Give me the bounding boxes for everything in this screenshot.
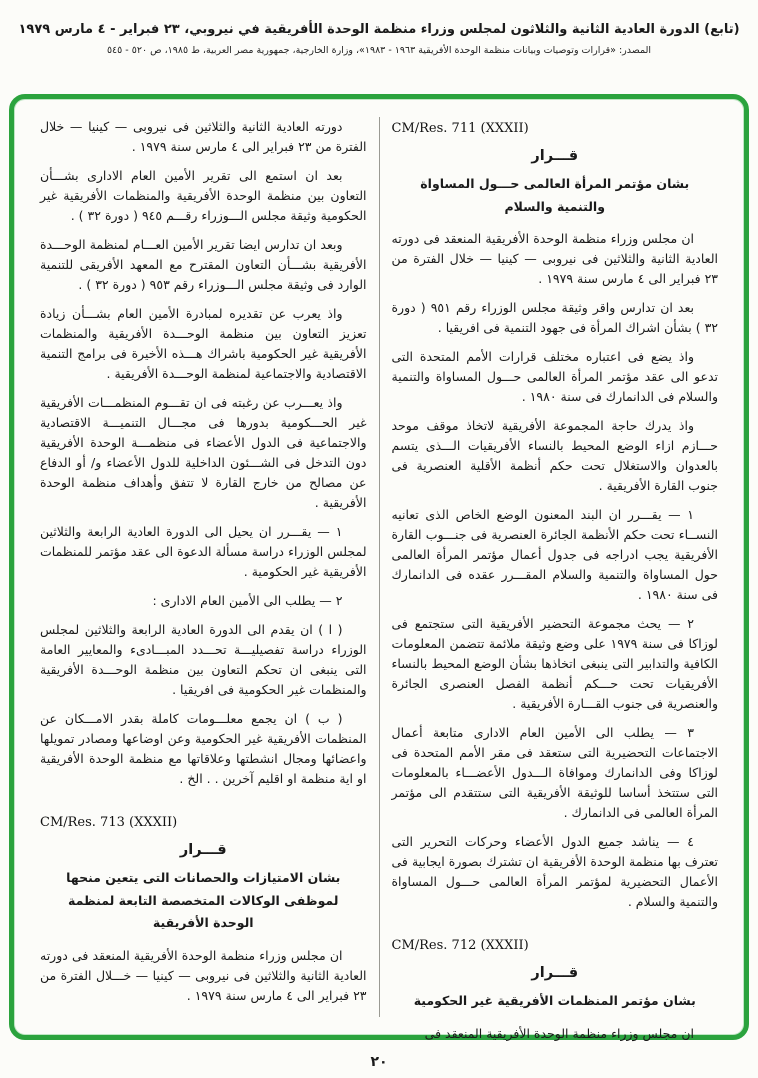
- paragraph: ٤ — يناشد جميع الدول الأعضاء وحركات التحرير التى تعترف بها منظمة الوحدة الأفريقية ان تشترك بصورة ايجابية فى الأعمال التحضيرية لمؤتمر المرأة العالمى حـــول المساواة والتنمية والسلام .: [391, 834, 718, 909]
- paragraph: واذ يدرك حاجة المجموعة الأفريقية لاتخاذ موقف موحد حـــازم ازاء الوضع المحيط بالنساء الأفريقيات الـــذى يتسم بالعدوان والاستغلال تحت حكم أنظمة الأقلية العنصرية فى جنوب القارة الأفريقية .: [391, 418, 718, 493]
- resolution-713-title: بشان الامتيازات والحصانات التى يتعين منحها لموظفى الوكالات المتخصصة التابعة لمنظمة الوحدة الأفريقية: [66, 870, 341, 930]
- resolution-711-title: بشان مؤتمر المرأة العالمى حـــول المساواة والتنمية والسلام: [420, 176, 690, 214]
- page-number: ٢٠: [370, 1054, 388, 1070]
- paragraph: ( ا ) ان يقدم الى الدورة العادية الرابعة والثلاثين لمجلس الوزراء دراسة تفصيليـــة تحـــدد المبـــادىء والمعايير العامة التى ينبغى ان تحكم التعاون بين منظمة الوحـــدة الأفريقية والمنظمات غير الحكومية فى افريقيا .: [40, 622, 367, 697]
- paragraph: ان مجلس وزراء منظمة الوحدة الأفريقية المنعقد فى دورته العادية الثانية والثلاثين فى نيروبى — كينيا — خلال الفترة من ٢٣ فبراير الى ٤ مارس سنة ١٩٧٩ .: [391, 231, 718, 286]
- green-border-frame: [9, 94, 749, 1040]
- paragraph: ٢ — يطلب الى الأمين العام الادارى :: [152, 593, 343, 608]
- resolution-ref-712: CM/Res. 712 (XXXII): [391, 938, 529, 953]
- paragraph: ( ب ) ان يجمع معلـــومات كاملة بقدر الامـــكان عن المنظمات الأفريقية غير الحكومية وعن اوضاعها ومصادر تمويلها واعضائها ومجال انشطتها وعلاقاتها مع منظمة الوحدة الأفريقية او اية منظمة او اقليم آخرين . . الخ .: [40, 711, 367, 786]
- paragraph: ١ — يقـــرر ان البند المعنون الوضع الخاص الذى تعانيه النســاء تحت حكم الأنظمة الجائرة العنصرية فى جنـــوب القارة الأفريقية يجب ادراجه فى جدول أعمال مؤتمر المرأة العالمى حول المساواة والتنمية والسلام المقـــرر عقده فى الدانمارك فى سنة ١٩٨٠ .: [391, 507, 718, 602]
- paragraph: ٢ — يحث مجموعة التحضير الأفريقية التى ستجتمع فى لوزاكا فى سنة ١٩٧٩ على وضع وثيقة ملائمة تتضمن المعلومات الكافية والتدابير التى ينبغى اتخاذها بشأن الوضع المحيط بالنساء الأفريقيات تحت حـــكم أنظمة الفصل العنصرى الجائرة والعنصرية فى جنوب القـــارة الأفريقية .: [391, 616, 718, 711]
- resolution-712-heading: قـــرار: [531, 965, 579, 981]
- resolution-ref-713: CM/Res. 713 (XXXII): [40, 815, 178, 830]
- resolution-ref-711: CM/Res. 711 (XXXII): [391, 121, 529, 136]
- paragraph: بعد ان استمع الى تقرير الأمين العام الادارى بشـــأن التعاون بين منظمة الوحدة الأفريقية والمنظمات الأفريقية غير الحكومية وثيقة مجلس الـــوزراء رقـــم ٩٤٥ ( دورة ٣٢ ) .: [40, 168, 367, 223]
- header-session-title: (تابع) الدورة العادية الثانية والثلاثون لمجلس وزراء منظمة الوحدة الأفريقية في نيروبي، ٢٣ فبراير - ٤ مارس ١٩٧٩: [18, 22, 740, 37]
- resolution-711-heading: قـــرار: [531, 148, 579, 164]
- paragraph: ان مجلس وزراء منظمة الوحدة الأفريقية المنعقد فى دورته العادية الثانية والثلاثين فى نيروبى — كينيا — خـــلال الفترة من ٢٣ فبراير الى ٤ مارس سنة ١٩٧٩ .: [40, 947, 367, 1003]
- column-right: [380, 115, 731, 1041]
- paragraph: ان مجلس وزراء منظمة الوحدة الأفريقية المنعقد فى: [424, 1025, 694, 1041]
- resolution-712-title: بشان مؤتمر المنظمات الأفريقية غير الحكومية: [413, 993, 696, 1008]
- paragraph: ٣ — يطلب الى الأمين العام الادارى متابعة أعمال الاجتماعات التحضيرية التى ستعقد فى مقر الأمم المتحدة فى لوزاكا وفى الدانمارك وموافاة الـــدول الأعضـــاء بالمعلومات التى ستتخذ أساسا للوثيقة الأفريقية التى ستتقدم الى مؤتمر المرأة العالمى فى الدانمارك .: [391, 725, 718, 820]
- column-divider-rule: [379, 117, 380, 1017]
- page-header: [0, 0, 758, 56]
- column-left: [28, 115, 379, 1019]
- paragraph: دورته العادية الثانية والثلاثين فى نيروبى — كينيا — خلال الفترة من ٢٣ فبراير الى ٤ مارس سنة ١٩٧٩ .: [40, 119, 367, 154]
- header-source-note: المصدر: «قرارات وتوصيات وبيانات منظمة الوحدة الأفريقية ١٩٦٣ - ١٩٨٣»، وزارة الخارجية، جمهورية مصر العربية، ط ١٩٨٥، ص ٥٢٠ - ٥٤٥: [106, 45, 652, 56]
- paragraph: ١ — يقـــرر ان يحيل الى الدورة العادية الرابعة والثلاثين لمجلس الوزراء دراسة مسألة الدعوة الى عقد مؤتمر للمنظمات الأفريقية غير الحكومية .: [40, 524, 367, 579]
- paragraph: وبعد ان تدارس ايضا تقرير الأمين العـــام لمنظمة الوحـــدة الأفريقية بشـــأن التعاون المقترح مع المعهد الأفريقى للتنمية الوارد فى وثيقة مجلس الـــوزراء رقم ٩٥٣ ( دورة ٣٢ ) .: [40, 237, 367, 292]
- paragraph: واذ يضع فى اعتباره مختلف قرارات الأمم المتحدة التى تدعو الى عقد مؤتمر المرأة العالمى حـــول المساواة والتنمية والسلام فى الدانمارك فى سنة ١٩٨٠ .: [391, 349, 718, 404]
- paragraph: بعد ان تدارس واقر وثيقة مجلس الوزراء رقم ٩٥١ ( دورة ٣٢ ) بشأن اشراك المرأة فى جهود التنمية فى افريقيا .: [391, 300, 718, 335]
- paragraph: واذ يعرب عن تقديره لمبادرة الأمين العام بشـــأن زيادة تعزيز التعاون بين منظمة الوحـــدة الأفريقية والمنظمات الأفريقية غير الحكومية باشراك هـــذه الأخيرة فى برامج التنمية الاقتصادية والاجتماعية لمنظمة الوحـــدة الأفريقية .: [40, 306, 367, 381]
- two-column-layout: [28, 115, 730, 1041]
- paragraph: واذ يعـــرب عن رغبته فى ان تقـــوم المنظمـــات الأفريقية غير الحـــكومية بدورها فى مجـــال التنميـــة الاقتصادية والاجتماعية فى الدول الأعضاء فى منظمـــة الوحدة الأفريقية دون التدخل فى الشـــئون الداخلية للدول الأعضاء و/ أو الدفاع عن مصالح من خارج القارة لا تتفق وأهداف منظمة الوحدة الأفريقية .: [40, 395, 367, 510]
- resolution-713-heading: قـــرار: [179, 842, 227, 858]
